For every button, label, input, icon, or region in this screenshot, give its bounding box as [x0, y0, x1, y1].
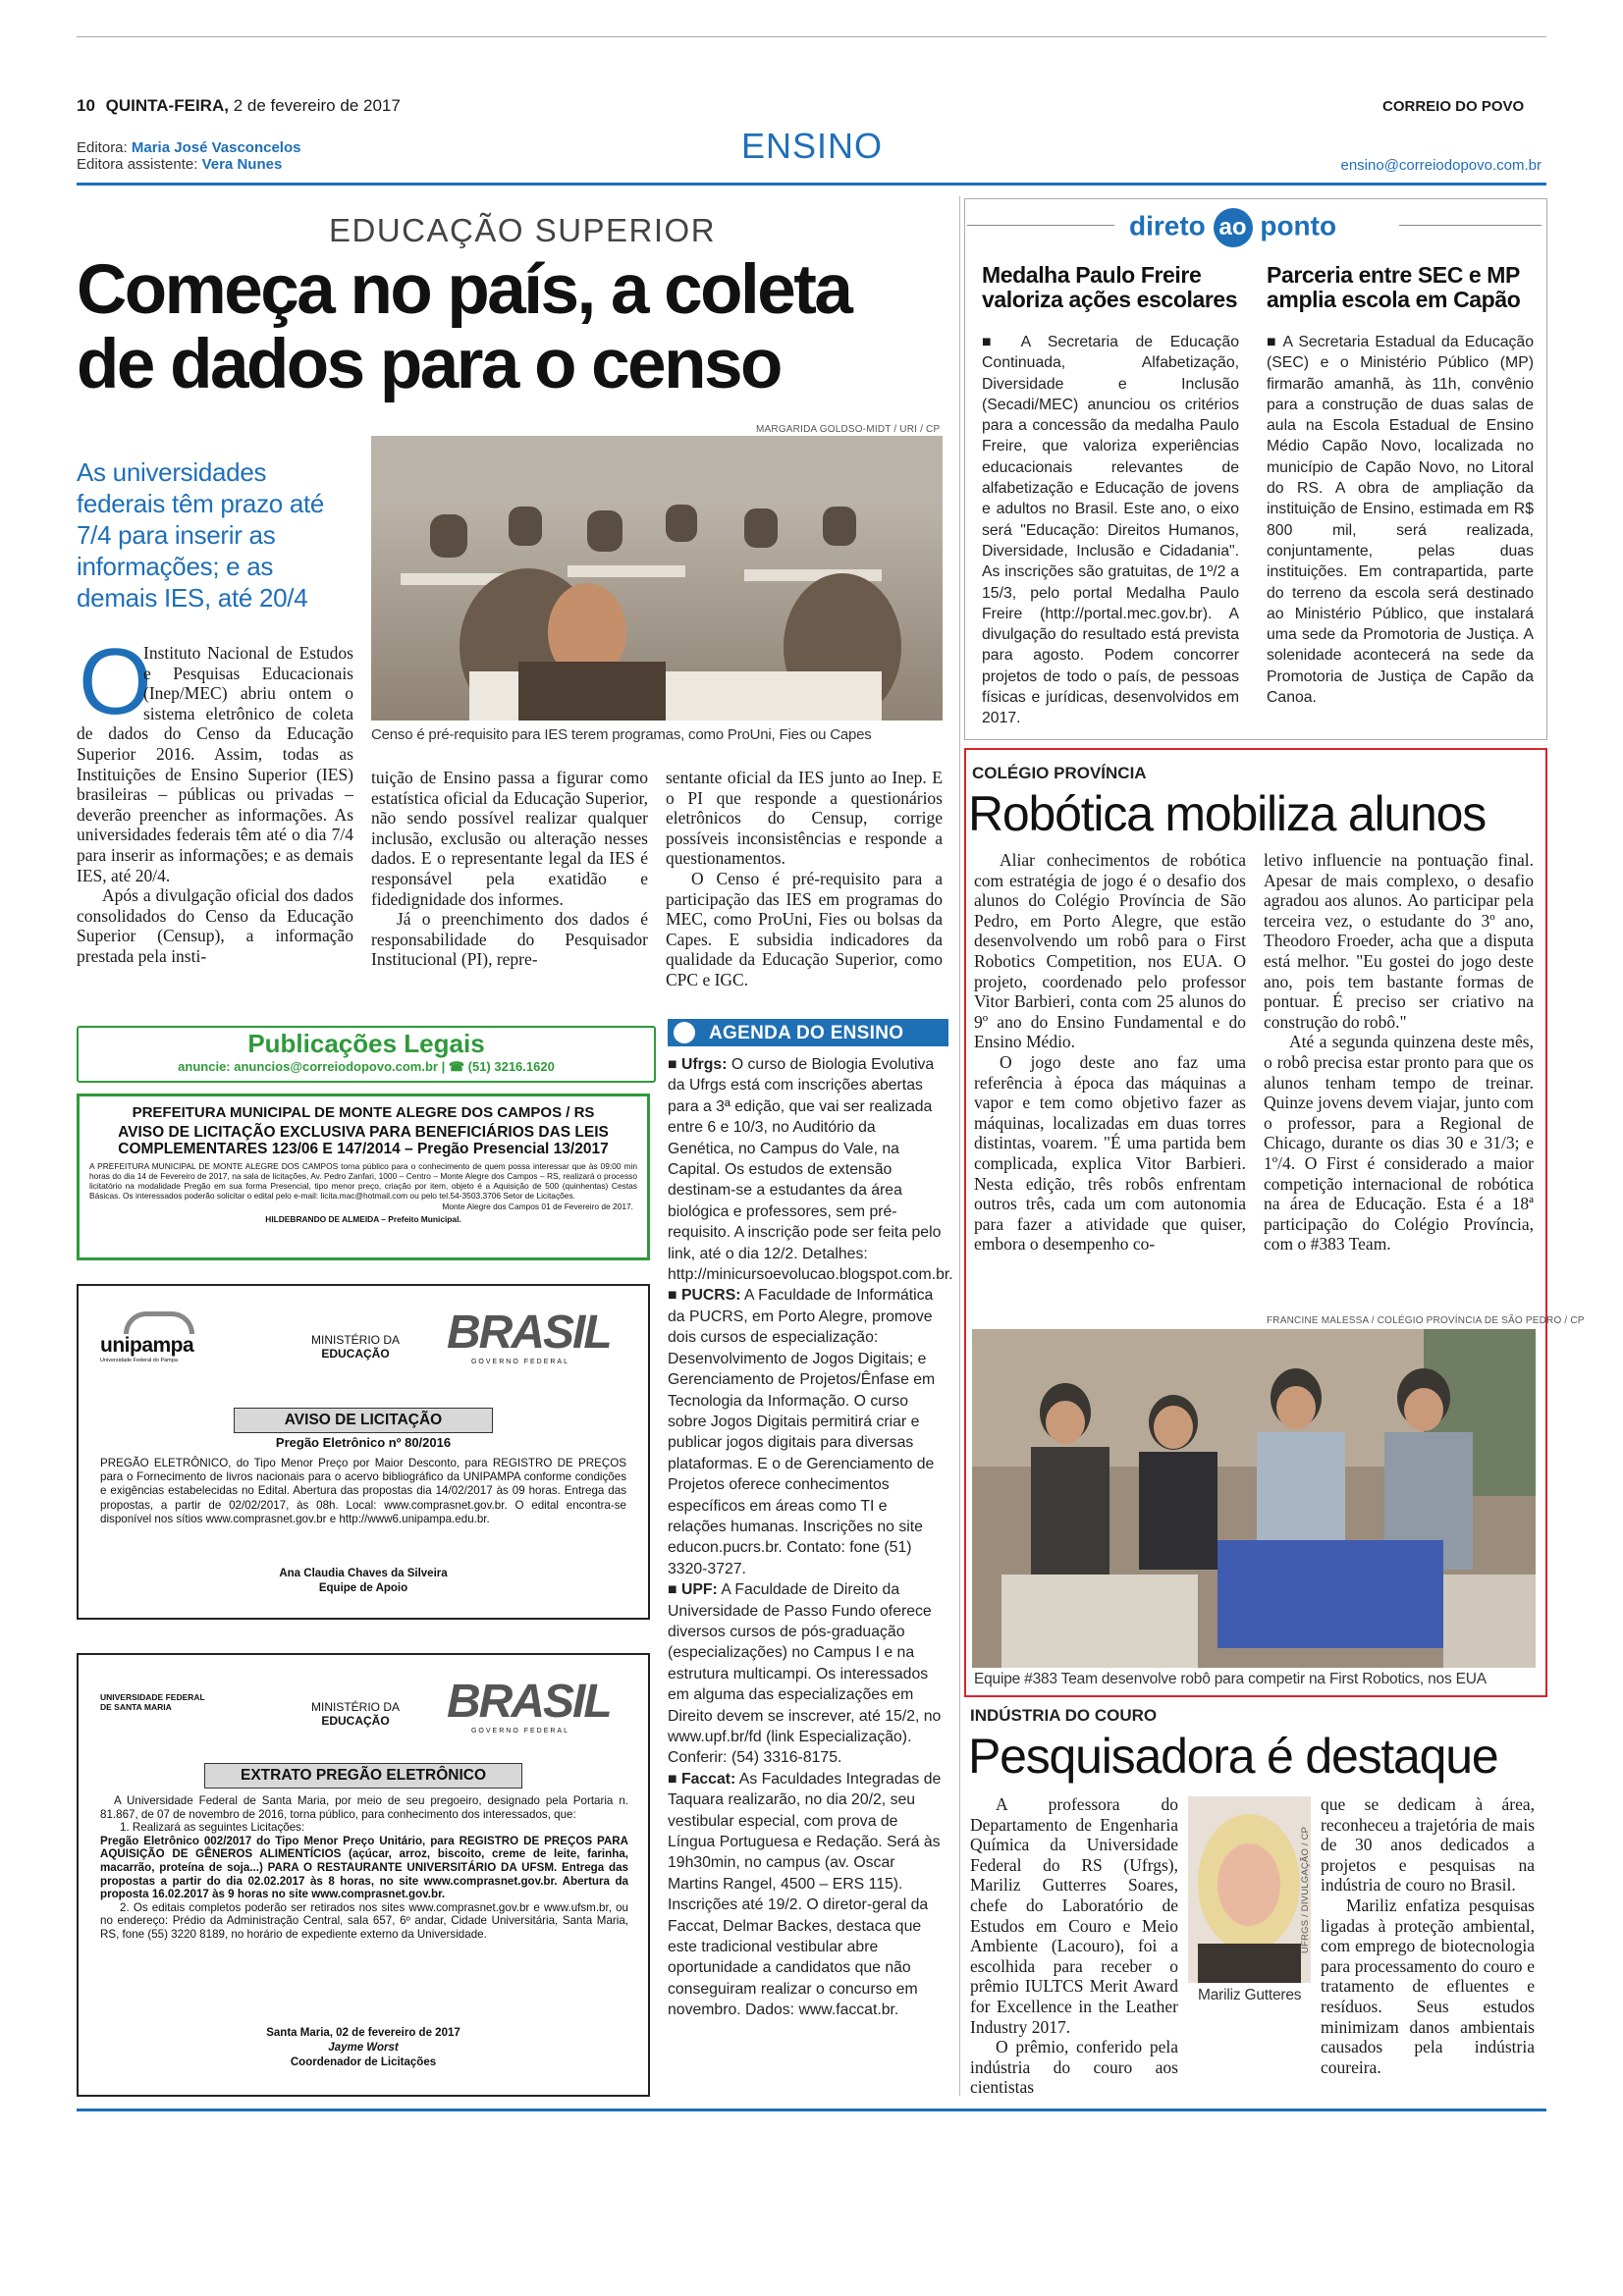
agenda-item: ■ UPF: A Faculdade de Direito da Universidade de Passo Fundo oferece diversos cursos de pós-graduação (especializações) no Campus I e na estrutura multicampi. Os interessados em alguma das especializações em Direito devem se inscrever, até 15/2, no www.upf.br/fd (link Especialização). Conferir: (54) 3316-8175.	[668, 1581, 942, 1767]
agenda-item-label: Ufrgs:	[680, 1056, 728, 1073]
main-photo-caption: Censo é pré-requisito para IES terem programas, como ProUni, Fies ou Capes	[371, 726, 872, 743]
unipampa-sub: Universidade Federal do Pampa	[100, 1358, 178, 1363]
ad3-ministry-line1: MINISTÉRIO DA	[310, 1700, 400, 1714]
ad2-sign	[79, 1567, 648, 1596]
main-col-3	[666, 768, 943, 990]
ad3-body	[100, 1794, 628, 1942]
main-col-1	[77, 643, 353, 967]
robotica-photo-credit: FRANCINE MALESSA / COLÉGIO PROVÍNCIA DE SÃO PEDRO / CP	[1267, 1315, 1585, 1326]
weekday: QUINTA-FEIRA,	[105, 96, 229, 115]
section-title: ENSINO	[741, 126, 884, 166]
story1-text: A Secretaria de Educação Continuada, Alfabetização, Diversidade e Inclusão (Secadi/MEC) anunciou os critérios para a concessão da medalha Paulo Freire, que valoriza experiências educacionais relevantes de alfabetização e Educação de jovens e adultos no Brasil. Este ano, o eixo será "Educação: Direitos Humanos, Diversidade, Inclusão e Cidadania". As inscrições são gratuitas, de 1º/2 a 15/3, pelo portal Medalha Paulo Freire (http://portal.mec.gov.br). A divulgação do resultado está prevista para agosto. Podem concorrer projetos de todo o país, de pessoas físicas e jurídicas, desenvolvidos em 2017.	[982, 334, 1239, 727]
main-p3: tuição de Ensino passa a figurar como estatística oficial da Educação Superior, não sendo possível realizar qualquer inclusão, exclusão ou alteração nesses dados. E o representante legal da IES é responsável pela exatidão e fidedignidade dos informes.	[371, 768, 648, 909]
story2-body: ■ A Secretaria Estadual da Educação (SEC) e o Ministério Público (MP) firmarão amanhã, às 11h, convênio para a construção de duas salas de aula na Escola Estadual de Ensino Médio Capão Novo, localizada no município de Capão Novo, no Litoral do RS. A obra de ampliação da instituição de Ensino, estimada em R$ 800 mil, será realizada, conjuntamente, pelas duas instituições. Em contrapartida, parte do terreno da escola será destinado ao Ministério Público, que instalará uma sede da Promotoria de Justiça. A solenidade acontecerá na sede da Promotoria de Justiça de Capão da Canoa.	[1267, 334, 1534, 707]
couro-kicker: INDÚSTRIA DO COURO	[970, 1706, 1158, 1725]
ponto-word: ponto	[1260, 210, 1337, 241]
couro-p3: que se dedicam à área, reconheceu a trajetória de mais de 30 anos dedicados a projetos e pesquisas na indústria de couro no Brasil.	[1321, 1794, 1535, 1896]
brasil-word: BRASIL	[447, 1307, 611, 1359]
main-col-2	[371, 768, 648, 970]
agenda-item: ■ Ufrgs: O curso de Biologia Evolutiva da Ufrgs está com inscrições abertas para a 3ª edição, que vai ser realizada entre 6 e 10/3, no Auditório da Genética, no Campus do Vale, na Capital. Os estudos de extensão destinam-se a estudantes da área biológica e professores, sem pré-requisito. A inscrição pode ser feita pelo link, até o dia 12/2. Detalhes: http://minicursoevolucao.blogspot.com.br.	[668, 1056, 953, 1284]
ad1-sign: HILDEBRANDO DE ALMEIDA – Prefeito Municipal.	[265, 1214, 461, 1224]
ad3-ministry	[297, 1700, 414, 1728]
couro-p4: Mariliz enfatiza pesquisas ligadas à proteção ambiental, com emprego de biotecnologia para processamento do couro e tratamento de efluentes e resíduos. Seus estudos minimizam danos ambientais causados pela indústria coureira.	[1321, 1895, 1535, 2077]
couro-headline: Pesquisadora é destaque	[968, 1729, 1498, 1784]
main-headline-line1: Começa no país, a coleta	[77, 251, 851, 329]
ad3-org-line1: UNIVERSIDADE FEDERAL	[100, 1692, 205, 1702]
top-rule	[77, 36, 1546, 37]
agenda-item: ■ Faccat: As Faculdades Integradas de Taquara realizarão, no dia 20/2, seu vestibular especial, com prova de Língua Portuguesa e Redação. Será às 19h30min, no campus (av. Oscar Martins Rangel, 4500 – ERS 115). Inscrições até 19/2. O diretor-geral da Faccat, Delmar Backes, destaca que este tradicional vestibular abre oportunidade a candidatos que não conseguiram realizar o concurso em novembro. Dados: www.faccat.br.	[668, 1770, 942, 2019]
date: 2 de fevereiro de 2017	[233, 96, 401, 115]
story1-title: Medalha Paulo Freire valoriza ações escolares	[982, 262, 1238, 312]
contact-label: anuncie:	[178, 1059, 231, 1074]
main-lead: Instituto Nacional de Estudos e Pesquisas Educacionais (Inep/MEC) abriu ontem o sistema eletrônico de coleta de dados do Censo da Educação Superior 2016. Assim, todas as Instituições de Ensino Superior (IES) brasileiras – públicas ou privadas – deverão preencher as informações. As universidades federais têm até o dia 7/4 para inserir as informações; e as demais IES, até 20/4.	[77, 643, 353, 885]
bottom-rule	[77, 2109, 1546, 2111]
ministry-line1: MINISTÉRIO DA	[310, 1333, 400, 1347]
robotica-col-2	[1264, 850, 1534, 1255]
couro-col-1	[970, 1794, 1178, 2098]
ad-monte-alegre	[77, 1094, 650, 1260]
page-number: 10	[77, 96, 95, 115]
header-rule	[77, 183, 1546, 186]
brasil-logo	[447, 1307, 611, 1372]
paper-name: CORREIO DO POVO	[1382, 98, 1525, 115]
ad2-title: AVISO DE LICITAÇÃO	[234, 1408, 493, 1433]
robotica-photo-caption: Equipe #383 Team desenvolve robô para competir na First Robotics, nos EUA	[974, 1671, 1487, 1687]
direto-word: direto	[1129, 210, 1206, 241]
robotica-p1: Aliar conhecimentos de robótica com estratégia de jogo é o desafio dos alunos do Colégio Província de São Pedro, em Porto Alegre, que estão desenvolvendo um robô para o First Robotics Competition, nos EUA. O projeto, coordenado pelo professor Vitor Barbieri, conta com 25 alunos do 9º ano do Ensino Fundamental e do Ensino Médio.	[974, 850, 1246, 1052]
agenda-item-label: PUCRS:	[680, 1287, 741, 1305]
ad3-item1-body: Pregão Eletrônico 002/2017 do Tipo Menor Preço Unitário, para REGISTRO DE PREÇOS PARA AQUISIÇÃO DE GÊNEROS ALIMENTÍCIOS (açúcar, arroz, biscoito, creme de leite, farinha, macarrão, proteína de soja...) PARA O RESTAURANTE UNIVERSITÁRIO DA UFSM. Entrega das propostas a partir do dia 02.02.2017 às 8 horas, no site www.comprasnet.gov.br. Abertura da proposta 16.02.2017 às 9 horas no site www.comprasnet.gov.br.	[100, 1834, 628, 1901]
brasil-logo	[447, 1676, 611, 1741]
main-p6: O Censo é pré-requisito para a participação das IES em programas do MEC, como ProUni, Fies ou bolsas da Capes. E subsidia indicadores da qualidade da Educação Superior, como CPC e IGC.	[666, 868, 943, 989]
page-header-left	[77, 96, 401, 116]
ad3-sign	[79, 2026, 648, 2070]
ad3-org-line2: DE SANTA MARIA	[100, 1702, 172, 1712]
direto-rule-right	[1399, 225, 1542, 226]
couro-photo-credit: UFRGS / DIVULGAÇÃO / CP	[1300, 1826, 1311, 1953]
main-headline	[77, 253, 850, 402]
robotica-kicker: COLÉGIO PROVÍNCIA	[972, 764, 1147, 782]
story1-body: ■ A Secretaria de Educação Continuada, Alfabetização, Diversidade e Inclusão (Secadi/MEC) anunciou os critérios para a concessão da medalha Paulo Freire, que valoriza experiências educacionais relevantes de alfabetização e Educação de jovens e adultos no Brasil. Este ano, o eixo será "Educação: Direitos Humanos, Diversidade, Inclusão e Cidadania". As inscrições são gratuitas, de 1º/2 a 15/3, pelo portal Medalha Paulo Freire (http://portal.mec.gov.br). A divulgação do resultado está prevista para agosto. Podem concorrer projetos de todo o país, de pessoas físicas e jurídicas, desenvolvidos em 2017.	[982, 334, 1239, 727]
portrait-photo-icon	[1188, 1796, 1311, 1983]
ad1-place: Monte Alegre dos Campos 01 de Fevereiro de 2017.	[442, 1201, 633, 1211]
direto-rule-left	[967, 225, 1114, 226]
publicacoes-title: Publicações Legais	[247, 1029, 485, 1058]
couro-photo	[1188, 1796, 1311, 1983]
agenda-item: ■ PUCRS: A Faculdade de Informática da PUCRS, em Porto Alegre, promove dois cursos de especialização: Desenvolvimento de Jogos Digitais; e Gerenciamento de Projetos/Ênfase em Tecnologia da Informação. O curso sobre Jogos Digitais permitirá criar e publicar jogos digitais para diversas plataformas. E o de Gerenciamento de Projetos oferece conhecimentos específicos em áreas como TI e relações humanas. Inscrições no site educon.pucrs.br. Contato: fone (51) 3320-3727.	[668, 1287, 936, 1577]
ad3-intro: A Universidade Federal de Santa Maria, por meio de seu pregoeiro, designado pela Portaria n. 81.867, de 07 de novembro de 2016, torna público, para conhecimento dos interessados, que:	[100, 1794, 628, 1821]
editor-name: Maria José Vasconcelos	[131, 139, 301, 156]
main-kicker: EDUCAÇÃO SUPERIOR	[329, 212, 717, 248]
ad1-body: A PREFEITURA MUNICIPAL DE MONTE ALEGRE DOS CAMPOS torna público para o conhecimento de quem possa interessar que às 09:00 min horas do dia 14 de Fevereiro de 2017, na sala de licitações, Av. Pedro Zanfari, 1000 – Centro – Monte Alegre dos Campos – RS, realizará o processo licitatório na modalidade Pregão em sua forma Presencial, tipo menor preço, criação por item, objeto é a Aquisição de 500 (quinhentas) Cestas Básicas. Os interessados poderão solicitar o edital pelo e-mail: licita.mac@hotmail.com ou pelo tel.54-3503.3706 Setor de Licitações.	[89, 1161, 637, 1201]
unipampa-name: unipampa	[100, 1334, 194, 1357]
robotica-photo	[972, 1329, 1536, 1668]
ad-unipampa	[77, 1284, 650, 1620]
story2-text: A Secretaria Estadual da Educação (SEC) e o Ministério Público (MP) firmarão amanhã, às 11h, convênio para a construção de duas salas de aula na Escola Estadual de Ensino Médio Capão Novo, localizada no município de Capão Novo, no Litoral do RS. A obra de ampliação da instituição de Ensino, estimada em R$ 800 mil, será realizada, conjuntamente, pelas duas instituições. Em contrapartida, parte do terreno da escola será destinado ao Ministério Público, que instalará uma sede da Promotoria de Justiça. A solenidade acontecerá na sede da Promotoria de Justiça de Capão da Canoa.	[1267, 334, 1534, 707]
contact-value[interactable]: anuncios@correiodopovo.com.br | ☎ (51) 3216.1620	[234, 1059, 555, 1074]
publicacoes-header	[77, 1026, 656, 1083]
ao-badge: ao	[1214, 208, 1253, 247]
agenda-header	[668, 1019, 948, 1046]
agenda-item-text: O curso de Biologia Evolutiva da Ufrgs está com inscrições abertas para a 3ª edição, que vai ser realizada entre 6 e 10/3, no Auditório da Genética, no Campus do Vale, na Capital. Os estudos de extensão destinam-se a estudantes da área biológica e professores, sem pré-requisito. A inscrição pode ser feita pelo link, até o dia 12/2. Detalhes: http://minicursoevolucao.blogspot.com.br.	[668, 1056, 953, 1284]
ad2-body: PREGÃO ELETRÔNICO, do Tipo Menor Preço por Maior Desconto, para REGISTRO DE PREÇOS para o Fornecimento de livros nacionais para o acervo bibliográfico da UNIPAMPA conforme condições e exigências estabelecidas no Edital. Abertura das propostas dia 14/02/2017 às 09 horas. Entrega das propostas, a partir de 02/02/2017, às 08h. Local: www.comprasnet.gov.br. O edital encontra-se disponível nos sítios www.comprasnet.gov.br e http://www6.unipampa.edu.br.	[100, 1457, 626, 1525]
ad1-org: PREFEITURA MUNICIPAL DE MONTE ALEGRE DOS CAMPOS / RS	[132, 1104, 595, 1121]
assistant-label: Editora assistente:	[77, 156, 198, 173]
main-subhead: As universidades federais têm prazo até 7/4 para inserir as informações; e as demais IES, até 20/4	[77, 457, 325, 613]
couro-p1: A professora do Departamento de Engenharia Química da Universidade Federal do RS (Ufrgs), Mariliz Gutterres Soares, chefe do Laboratório de Estudos em Couro e Meio Ambiente (Lacouro), foi a escolhida para receber o prêmio IULTCS Merit Award for Excellence in the Leather Industry 2017.	[970, 1794, 1178, 2037]
couro-p2: O prêmio, conferido pela indústria do couro aos cientistas	[970, 2037, 1178, 2098]
ad1-title: AVISO DE LICITAÇÃO EXCLUSIVA PARA BENEFICIÁRIOS DAS LEIS COMPLEMENTARES 123/06 E 147/2014 – Pregão Presencial 13/2017	[118, 1124, 609, 1157]
ministry-line2: EDUCAÇÃO	[321, 1347, 390, 1361]
main-headline-line2: de dados para o censo	[77, 326, 781, 403]
editors	[77, 139, 300, 173]
main-p2: Após a divulgação oficial dos dados consolidados do Censo da Educação Superior (Censup), a informação prestada pela insti-	[77, 885, 353, 966]
brasil-word: BRASIL	[447, 1676, 611, 1728]
ad3-ministry-line2: EDUCAÇÃO	[321, 1714, 390, 1728]
robotica-p4: Até a segunda quinzena deste mês, o robô precisa estar pronto para que os alunos tenham tempo de treinar. Quinze jovens devem viajar, junto com o professor, para a Regional de Chicago, durante os dias 30 e 31/3; e 1º/4. O First é considerado a maior competição internacional de robótica na área de Educação. Esta é a 18ª participação do Colégio Província, com o #383 Team.	[1264, 1032, 1534, 1255]
ad3-title: EXTRATO PREGÃO ELETRÔNICO	[204, 1763, 522, 1789]
assistant-name: Vera Nunes	[201, 156, 283, 173]
section-email[interactable]: ensino@correiodopovo.com.br	[1340, 157, 1542, 174]
agenda-item-label: Faccat:	[680, 1770, 736, 1788]
main-p4: Já o preenchimento dos dados é responsabilidade do Pesquisador Institucional (PI), repre-	[371, 909, 648, 970]
pencil-icon	[674, 1022, 695, 1043]
direto-title	[1129, 208, 1336, 247]
story2-title: Parceria entre SEC e MP amplia escola em Capão	[1267, 262, 1521, 312]
agenda-item-text: A Faculdade de Informática da PUCRS, em Porto Alegre, promove dois cursos de especialização: Desenvolvimento de Jogos Digitais; e Gerenciamento de Projetos/Ênfase em Tecnologia da Informação. O curso sobre Jogos Digitais permitirá criar e publicar jogos digitais para diversas plataformas. E o de Gerenciamento de Projetos oferece conhecimentos específicos em áreas como TI e relações humanas. Inscrições no site educon.pucrs.br. Contato: fone (51) 3320-3727.	[668, 1287, 936, 1577]
agenda-title: AGENDA DO ENSINO	[709, 1023, 904, 1043]
ad3-sign-name: Jayme Worst	[328, 2042, 399, 2054]
ad2-sign-name: Ana Claudia Chaves da Silveira	[279, 1568, 448, 1579]
agenda-list	[668, 1054, 953, 2021]
drop-cap: O	[79, 629, 152, 734]
brasil-sub: GOVERNO FEDERAL	[470, 1728, 569, 1735]
main-photo-credit: MARGARIDA GOLDSO-MIDT / URI / CP	[756, 424, 941, 435]
ad-ufsm	[77, 1653, 650, 2097]
ad3-place: Santa Maria, 02 de fevereiro de 2017	[266, 2027, 460, 2039]
robotics-team-photo-icon	[972, 1329, 1536, 1668]
agenda-item-text: As Faculdades Integradas de Taquara realizarão, no dia 20/2, seu vestibular especial, com prova de Língua Portuguesa e Redação. Será às 19h30min, no campus (av. Oscar Martins Rangel, 4500 – ERS 115). Inscrições até 19/2. O diretor-geral da Faccat, Delmar Backes, destaca que este tradicional vestibular abre oportunidade a candidatos que não conseguiram realizar o concurso em novembro. Dados: www.faccat.br.	[668, 1770, 942, 2019]
unipampa-logo	[100, 1311, 194, 1363]
classroom-photo-icon	[371, 436, 943, 721]
ad2-sign-role: Equipe de Apoio	[318, 1582, 408, 1594]
main-p5: sentante oficial da IES junto ao Inep. E o PI que responde a questionários eletrônicos do Censup, corrige possíveis inconsistências e responde a questionamentos.	[666, 768, 943, 869]
couro-col-2	[1321, 1794, 1535, 2077]
unipampa-arc-icon	[124, 1311, 194, 1334]
editor-label: Editora:	[77, 139, 128, 156]
robotica-col-1	[974, 850, 1246, 1255]
publicacoes-contact	[79, 1059, 654, 1075]
ad3-sign-role: Coordenador de Licitações	[290, 2056, 437, 2068]
ad3-item2: 2. Os editais completos poderão ser retirados nos sites www.comprasnet.gov.br e www.ufsm.br, ou no endereço: Prédio da Administração Central, sala 657, 6º andar, Cidade Universitária, Santa Maria, RS, fone (55) 3220 8189, no horário de expediente externo da Universidade.	[100, 1900, 628, 1941]
column-separator	[959, 196, 960, 2096]
robotica-headline: Robótica mobiliza alunos	[968, 786, 1487, 841]
agenda-item-text: A Faculdade de Direito da Universidade de Passo Fundo oferece diversos cursos de pós-graduação (especializações) no Campus I e na estrutura multicampi. Os interessados em alguma das especializações em Direito devem se inscrever, até 15/2, no www.upf.br/fd (link Especialização). Conferir: (54) 3316-8175.	[668, 1581, 942, 1767]
main-photo	[371, 436, 943, 721]
couro-photo-caption: Mariliz Gutteres	[1198, 1987, 1302, 2003]
ad3-item1: 1. Realizará as seguintes Licitações:	[120, 1821, 305, 1835]
robotica-p3: letivo influencie na pontuação final. Apesar de mais complexo, o desafio agradou aos alunos. Ao participar pela terceira vez, o estudante do 3º ano, Theodoro Froeder, acha que a disputa está melhor. "Eu gostei do jogo deste ano, pois tem bastante formas de pontuar. É preciso ser criativo na construção do robô."	[1264, 850, 1534, 1032]
brasil-sub: GOVERNO FEDERAL	[470, 1359, 569, 1365]
agenda-item-label: UPF:	[680, 1581, 718, 1599]
robotica-p2: O jogo deste ano faz uma referência à época das máquinas a vapor e tem como objetivo fazer as máquinas, localizadas em duas torres distintas, voarem. "É uma partida bem complicada, explica Vitor Barbieri. Nesta edição, três robôs enfrentam outros três, cada um com autonomia para fazer a atividade que quiser, embora o desempenho co-	[974, 1051, 1246, 1255]
ad2-ministry	[297, 1333, 414, 1361]
ad2-subtitle: Pregão Eletrônico nº 80/2016	[275, 1435, 452, 1450]
ad3-org	[100, 1692, 205, 1712]
